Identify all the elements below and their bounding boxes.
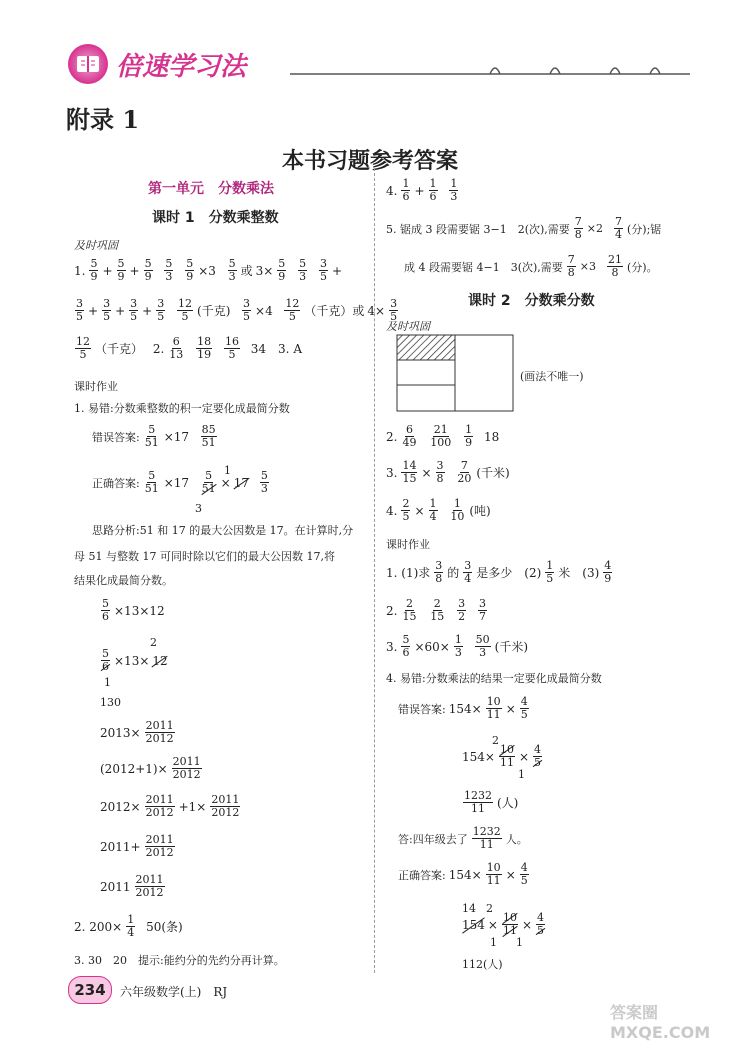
left-calc-4: 2013× $\frac{2011}{2012}$ bbox=[100, 719, 174, 745]
watermark: 答案圈 MXQE.COM bbox=[610, 1003, 711, 1042]
section-jishi-2: 及时巩固 bbox=[386, 320, 430, 333]
lesson2-title: 课时 2 分数乘分数 bbox=[468, 293, 595, 309]
right-wrong-answer: 错误答案: 154× $\frac{10}{11}$ × $\frac{4}{5}$ bbox=[398, 695, 528, 721]
page-number: 234 bbox=[74, 981, 106, 999]
right-q5-line1: 5. 锯成 3 段需要锯 3−1 2(次),需要 $\frac{7}{8}$ ×2 $\frac{7}{4}$ (分);锯 bbox=[386, 215, 662, 241]
section-jishi-1: 及时巩固 bbox=[74, 239, 118, 252]
right-right-answer: 正确答案: 154× $\frac{10}{11}$ × $\frac{4}{5}$ bbox=[398, 861, 528, 887]
reduce-mark-r1c: 1 bbox=[516, 936, 523, 949]
analysis-line1: 思路分析:51 和 17 的最大公因数是 17。在计算时,分 bbox=[92, 524, 354, 537]
analysis-line2: 母 51 与整数 17 可同时除以它们的最大公因数 17,将 bbox=[74, 550, 335, 563]
left-calc-2: $\frac{5}{6}$ ×13× 12 bbox=[102, 647, 168, 673]
logo-title: 倍速学习法 bbox=[116, 52, 247, 82]
right-hw-q3: 3. $\frac{5}{6}$ ×60× $\frac{1}{3}$ $\frac{50}{3}$ (千米) bbox=[386, 633, 529, 659]
reduce-mark-2: 2 bbox=[150, 636, 157, 649]
right-right-calc: 154 × $\frac{10}{11}$ × $\frac{4}{5}$ bbox=[462, 911, 545, 937]
left-q1-line3: $\frac{12}{5}$ （千克） 2. $\frac{6}{13}$ $\frac{18}{19}$ $\frac{16}{5}$ 34 3. A bbox=[76, 335, 302, 361]
reduce-mark-14: 14 bbox=[462, 902, 476, 915]
left-q1-line1: 1. $\frac{5}{9}$ + $\frac{5}{9}$ + $\frac{5}{9}$ $\frac{5}{3}$ $\frac{5}{9}$ ×3 $\frac{5}{3}$ 或 3× $\frac{5}{9}$ $\frac{5}{3}$ $\frac{3}{5}$ + bbox=[74, 257, 342, 283]
left-q2b: 2. 200× $\frac{1}{4}$ 50(条) bbox=[74, 913, 183, 939]
left-calc-1: $\frac{5}{6}$ ×13×12 bbox=[102, 597, 165, 623]
lesson1-title: 课时 1 分数乘整数 bbox=[152, 210, 279, 226]
header-swirl-line bbox=[290, 60, 690, 80]
book-icon bbox=[75, 53, 101, 75]
section-zuoye-2: 课时作业 bbox=[386, 538, 430, 551]
right-wrong-result: $\frac{1232}{11}$ (人) bbox=[464, 789, 519, 815]
right-answer-sentence: 答:四年级去了 $\frac{1232}{11}$ 人。 bbox=[398, 825, 528, 851]
right-wrong-calc: 154× $\frac{10}{11}$ × $\frac{4}{5}$ bbox=[462, 743, 542, 769]
left-q1-line2: $\frac{3}{5}$ + $\frac{3}{5}$ + $\frac{3}{5}$ + $\frac{3}{5}$ $\frac{12}{5}$ (千克) $\frac{3}{5}$ ×4 $\frac{12}{5}$ （千克）或 4× $\frac{3}{5}$ bbox=[76, 297, 398, 323]
page-number-badge bbox=[68, 976, 112, 1004]
left-q3: 3. 30 20 提示:能约分的先约分再计算。 bbox=[74, 954, 285, 967]
right-q5-line2: 成 4 段需要锯 4−1 3(次),需要 $\frac{7}{8}$ ×3 $\frac{21}{8}$ (分)。 bbox=[404, 253, 658, 279]
footer-book: 六年级数学(上) RJ bbox=[120, 985, 228, 999]
reduce-mark-r2b: 2 bbox=[486, 902, 493, 915]
right-hw-q1: 1. (1)求 $\frac{3}{8}$ 的 $\frac{3}{4}$ 是多少 (2) $\frac{1}{5}$ 米 (3) $\frac{4}{9}$ bbox=[386, 559, 612, 585]
left-calc-3: 130 bbox=[100, 696, 121, 709]
analysis-line3: 结果化成最简分数。 bbox=[74, 574, 173, 587]
fraction-diagram bbox=[396, 334, 514, 412]
reduce-mark-r2: 2 bbox=[492, 734, 499, 747]
right-r4: 4. $\frac{2}{5}$ × $\frac{1}{4}$ $\frac{1}{10}$ (吨) bbox=[386, 497, 491, 523]
unit-title: 第一单元 分数乘法 bbox=[148, 181, 274, 197]
reduce-mark-1b: 1 bbox=[104, 676, 111, 689]
reduce-mark-3: 3 bbox=[195, 502, 202, 515]
left-wrong-answer: 错误答案: $\frac{5}{51}$ ×17 $\frac{85}{51}$ bbox=[92, 423, 216, 449]
diagram-note: (画法不唯一) bbox=[520, 370, 584, 383]
right-final: 112(人) bbox=[462, 958, 503, 971]
column-divider bbox=[374, 168, 375, 973]
right-r3: 3. $\frac{14}{15}$ × $\frac{3}{8}$ $\frac{7}{20}$ (千米) bbox=[386, 459, 510, 485]
header-logo bbox=[68, 44, 108, 84]
left-hw1-text: 1. 易错:分数乘整数的积一定要化成最简分数 bbox=[74, 402, 290, 415]
left-calc-7: 2011+ $\frac{2011}{2012}$ bbox=[100, 833, 174, 859]
right-hw-q4: 4. 易错:分数乘法的结果一定要化成最简分数 bbox=[386, 672, 602, 685]
left-right-answer: 正确答案: $\frac{5}{51}$ ×17 $\frac{5}{51}$ × 17 $\frac{5}{3}$ bbox=[92, 469, 268, 495]
page-title: 本书习题参考答案 bbox=[282, 149, 459, 174]
right-hw-q2: 2. $\frac{2}{15}$ $\frac{2}{15}$ $\frac{3}{2}$ $\frac{3}{7}$ bbox=[386, 597, 486, 623]
right-r2: 2. $\frac{6}{49}$ $\frac{21}{100}$ $\frac{1}{9}$ 18 bbox=[386, 423, 500, 449]
left-calc-6: 2012× $\frac{2011}{2012}$ +1× $\frac{2011}{2012}$ bbox=[100, 793, 240, 819]
reduce-mark-r1: 1 bbox=[518, 768, 525, 781]
reduce-mark-1: 1 bbox=[224, 464, 231, 477]
appendix-title: 附录 1 bbox=[66, 105, 140, 134]
reduce-mark-r1b: 1 bbox=[490, 936, 497, 949]
left-calc-5: (2012+1)× $\frac{2011}{2012}$ bbox=[100, 755, 201, 781]
right-q4: 4. $\frac{1}{6}$ + $\frac{1}{6}$ $\frac{1}{3}$ bbox=[386, 177, 458, 203]
section-zuoye-1: 课时作业 bbox=[74, 380, 118, 393]
left-calc-8: 2011 $\frac{2011}{2012}$ bbox=[100, 873, 164, 899]
